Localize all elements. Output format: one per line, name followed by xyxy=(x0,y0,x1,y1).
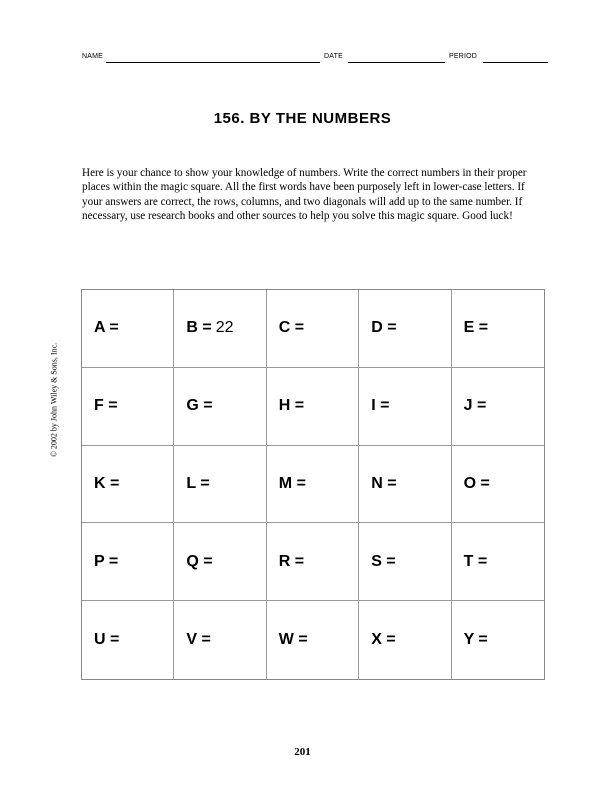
grid-cell[interactable] xyxy=(174,523,266,601)
cell-label: L = xyxy=(186,474,210,492)
grid-cell[interactable] xyxy=(452,446,544,524)
cell-label: E = xyxy=(463,319,489,337)
grid-cell[interactable] xyxy=(359,368,451,446)
grid-cell[interactable] xyxy=(359,601,451,679)
grid-cell[interactable] xyxy=(82,601,174,679)
cell-label: A = xyxy=(94,319,119,337)
grid-cell[interactable] xyxy=(174,368,266,446)
cell-label: H = xyxy=(278,397,305,415)
cell-label: B = xyxy=(186,319,212,337)
grid-cell[interactable] xyxy=(452,523,544,601)
grid-cell[interactable] xyxy=(267,446,359,524)
grid-cell[interactable] xyxy=(359,446,451,524)
cell-label: U = xyxy=(94,631,120,649)
name-label: NAME xyxy=(82,53,104,60)
cell-label: G = xyxy=(186,397,213,415)
magic-square-grid xyxy=(81,289,545,680)
name-field[interactable] xyxy=(106,62,320,63)
grid-cell[interactable] xyxy=(174,601,266,679)
cell-label: S = xyxy=(371,552,396,570)
grid-cell[interactable] xyxy=(267,523,359,601)
grid-cell[interactable] xyxy=(267,601,359,679)
cell-label: K = xyxy=(94,474,120,492)
instructions: Here is your chance to show your knowledge of numbers. Write the correct numbers in their proper places within the magic square. All the first words have been purposely left in lower-case letters. If your answers are correct, the rows, columns, and two diagonals will add up to the same number. If necessary, use research books and other sources to help you solve this magic square. Good luck! xyxy=(82,167,527,223)
grid-cell[interactable] xyxy=(82,446,174,524)
grid-cell[interactable] xyxy=(359,290,451,368)
grid-cell[interactable] xyxy=(82,290,174,368)
grid-cell[interactable] xyxy=(174,446,266,524)
cell-label: P = xyxy=(94,552,119,570)
cell-label: C = xyxy=(278,319,305,337)
cell-label: R = xyxy=(278,552,305,570)
grid-cell[interactable] xyxy=(359,523,451,601)
cell-label: Y = xyxy=(463,631,488,649)
grid-cell[interactable] xyxy=(174,290,266,368)
period-label: PERIOD xyxy=(449,53,478,60)
grid-cell[interactable] xyxy=(82,368,174,446)
grid-cell[interactable] xyxy=(82,523,174,601)
cell-label: D = xyxy=(371,319,397,337)
date-field[interactable] xyxy=(348,62,445,63)
cell-label: W = xyxy=(278,631,308,649)
grid-cell[interactable] xyxy=(452,601,544,679)
grid-cell[interactable] xyxy=(267,290,359,368)
cell-label: M = xyxy=(278,474,306,492)
cell-label: J = xyxy=(463,397,487,415)
copyright-text: © 2002 by John Wiley & Sons, Inc. xyxy=(49,342,59,458)
period-field[interactable] xyxy=(483,62,548,63)
cell-value: 22 xyxy=(215,319,234,337)
cell-label: I = xyxy=(371,397,390,415)
cell-label: T = xyxy=(463,552,488,570)
grid-cell[interactable] xyxy=(452,290,544,368)
cell-label: O = xyxy=(463,474,490,492)
grid-cell[interactable] xyxy=(267,368,359,446)
grid-cell[interactable] xyxy=(452,368,544,446)
cell-label: X = xyxy=(371,631,396,649)
cell-label: N = xyxy=(371,474,397,492)
page-number: 201 xyxy=(294,746,311,758)
cell-label: V = xyxy=(186,631,211,649)
cell-label: F = xyxy=(94,397,118,415)
page-title: 156. BY THE NUMBERS xyxy=(213,110,392,127)
cell-label: Q = xyxy=(186,552,213,570)
header-fields xyxy=(82,53,548,67)
date-label: DATE xyxy=(324,53,343,60)
